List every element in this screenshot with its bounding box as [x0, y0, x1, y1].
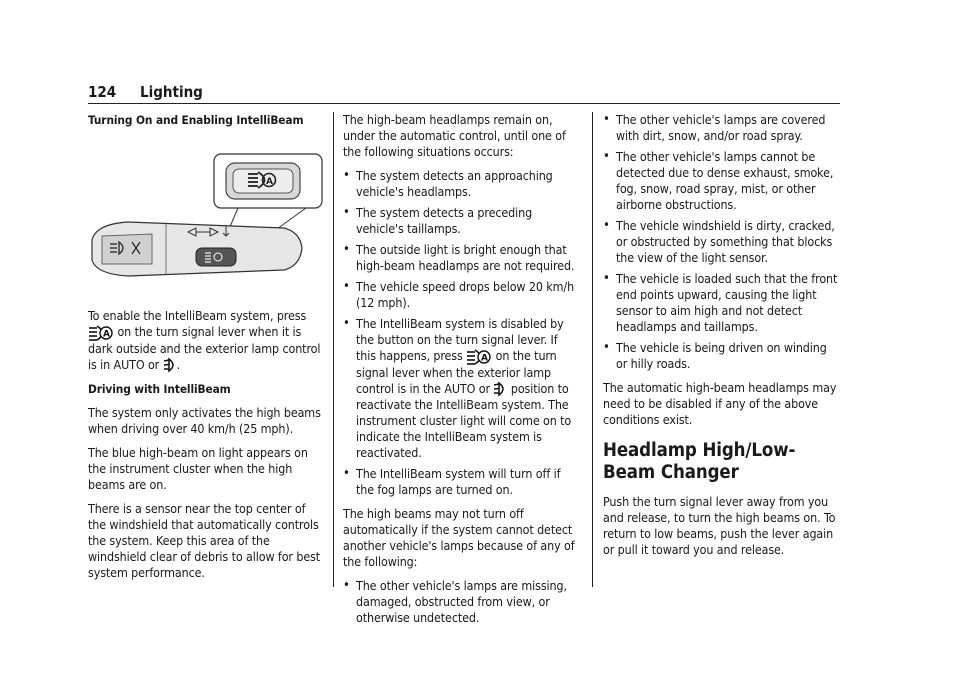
- list-item: • The other vehicle's lamps are missing, damaged, obstructed from view, or otherwise undetected.: [343, 578, 579, 626]
- svg-text:A: A: [266, 177, 273, 187]
- paragraph: Push the turn signal lever away from you and release, to turn the high beams on. To return to low beams, push the lever again or pull it toward you and release.: [603, 494, 836, 557]
- section-title: Lighting: [140, 83, 203, 101]
- list-item: • The IntelliBeam system will turn off if the fog lamps are turned on.: [343, 466, 579, 498]
- page-number: 124: [88, 83, 117, 101]
- list-item: • The system detects a preceding vehicle's taillamps.: [343, 205, 579, 237]
- column-3: [603, 112, 839, 566]
- list-item: • The other vehicle's lamps are covered with dirt, snow, and/or road spray.: [603, 112, 839, 144]
- list-item: • The vehicle windshield is dirty, cracked, or obstructed by something that blocks the view of the light sensor.: [603, 218, 839, 266]
- subheading-turning-on: Turning On and Enabling IntelliBeam: [88, 113, 304, 127]
- paragraph: The blue high-beam on light appears on the instrument cluster when the high beams are on.: [88, 445, 308, 492]
- section-heading-headlamp-changer: Headlamp High/Low-Beam Changer: [603, 440, 796, 483]
- svg-text:A: A: [481, 353, 489, 363]
- bullet-list: [343, 578, 579, 626]
- bullet-list: [343, 168, 579, 498]
- column-divider: [333, 112, 334, 587]
- paragraph: The automatic high-beam headlamps may need to be disabled if any of the above conditions exist.: [603, 380, 837, 427]
- intellibeam-icon: [466, 349, 492, 365]
- bullet-list: [603, 112, 839, 372]
- header-rule: [88, 103, 840, 104]
- list-item: • The vehicle is loaded such that the front end points upward, causing the light sensor to aim high and not detect headlamps and taillamps.: [603, 271, 839, 335]
- subheading-driving: Driving with IntelliBeam: [88, 382, 231, 396]
- paragraph-enable: To enable the IntelliBeam system, press A on the turn signal lever when it is dark outside and the exterior lamp control is in AUTO or .: [88, 308, 321, 372]
- list-item: • The vehicle is being driven on winding or hilly roads.: [603, 340, 839, 372]
- paragraph: The system only activates the high beams when driving over 40 km/h (25 mph).: [88, 405, 321, 436]
- list-item: • The other vehicle's lamps cannot be detected due to dense exhaust, smoke, fog, snow, road spray, mist, or other airborne obstructions.: [603, 149, 839, 213]
- paragraph: The high beams may not turn off automatically if the system cannot detect another vehicle's lamps because of any of the following:: [343, 506, 575, 569]
- paragraph: There is a sensor near the top center of the windshield that automatically controls the system. Keep this area of the windshield clear of debris to allow for best system performance.: [88, 501, 321, 580]
- intellibeam-icon: [88, 325, 114, 341]
- list-item: • The outside light is bright enough that high-beam headlamps are not required.: [343, 242, 579, 274]
- paragraph: The high-beam headlamps remain on, under the automatic control, until one of the following situations occurs:: [343, 112, 566, 159]
- list-item: • The system detects an approaching vehicle's headlamps.: [343, 168, 579, 200]
- turn-signal-lever-illustration: [88, 152, 324, 292]
- headlamp-auto-icon: [493, 381, 507, 397]
- column-1: [88, 112, 324, 589]
- column-2: [343, 112, 579, 634]
- list-item: • The IntelliBeam system is disabled by the button on the turn signal lever. If this happens, press A on the turn signal lever when the exterior lamp control is in the AUTO or position to reactivate the IntelliBeam system. The instrument cluster light will come on to indicate the IntelliBeam system is reactivated.: [343, 316, 579, 461]
- svg-text:A: A: [103, 329, 110, 339]
- headlamp-auto-icon: [163, 357, 177, 373]
- list-item: • The vehicle speed drops below 20 km/h (12 mph).: [343, 279, 579, 311]
- column-divider: [592, 112, 593, 587]
